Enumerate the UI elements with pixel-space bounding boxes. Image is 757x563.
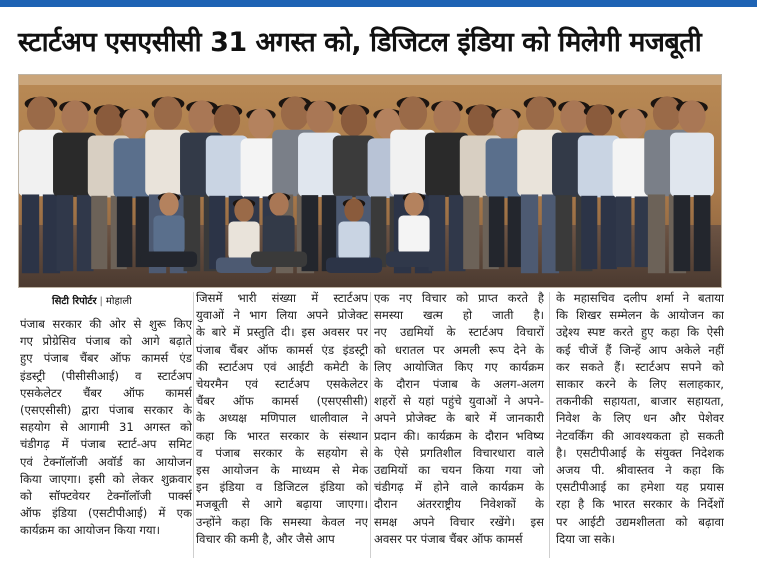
person-leg	[57, 195, 74, 271]
person-head	[468, 104, 494, 136]
article-line: किया जाएगा। इसी को लेकर शुक्रवार	[20, 471, 192, 486]
top-color-bar	[0, 0, 757, 7]
article-line: को सॉफ्टवेयर टेक्नॉलॉजी पार्क्स	[20, 489, 192, 504]
column-divider	[549, 292, 550, 558]
article-line: के महासचिव दलीप शर्मा ने बताया	[556, 291, 724, 305]
article-line: एक नए विचार को प्राप्त करते है	[374, 291, 544, 305]
person-head	[433, 100, 460, 133]
article-line: ऑफ इंडिया (एसटीपीआई) में एक	[20, 506, 192, 521]
article-line: को धरातल पर अमली रूप देने के	[374, 342, 544, 357]
article-line: नेटवर्किंग की आवश्यकता हो सकती	[556, 428, 724, 443]
article-line: चैंबर ऑफ कामर्स (एसएसीसी)	[196, 394, 368, 409]
person-torso	[670, 133, 714, 197]
article-line: कार्यक्रम का आयोजन किया गया।	[20, 523, 161, 538]
dateline-city: मोहाली	[105, 296, 132, 307]
byline	[52, 293, 132, 307]
article-line: उद्देश्य स्पष्ट करते हुए कहा कि ऐसी	[556, 325, 724, 340]
person-leg	[489, 196, 505, 267]
person-head	[586, 104, 612, 136]
person-head	[214, 104, 240, 136]
person-legs	[326, 257, 382, 273]
person-leg	[463, 196, 479, 269]
person-head	[653, 96, 681, 130]
person-head	[248, 108, 273, 139]
article-line: प्रदान की। कार्यक्रम के दौरान भविष्य	[374, 428, 544, 443]
person-torso	[153, 215, 184, 253]
person-head	[159, 192, 178, 215]
column-divider	[193, 292, 194, 558]
column-divider	[370, 292, 371, 558]
article-line: कहा कि भारत सरकार के संस्थान	[196, 428, 368, 443]
article-line: एसकेलेटर चैंबर ऑफ कामर्स	[20, 385, 192, 400]
person-head	[188, 100, 215, 133]
article-line: अपने प्रोजेक्ट के बारे में जानकारी	[374, 411, 544, 426]
article-line: दिया जा सके।	[556, 531, 615, 546]
article-line: उद्यमियों का चयन किया गया जो	[374, 463, 544, 478]
article-line: पर आईटी उद्यमशीलता को बढ़ावा	[556, 514, 724, 529]
person-head	[526, 96, 554, 130]
article-line: एसटीपीआई का हमेशा यह प्रयास	[556, 480, 724, 495]
person-head	[399, 96, 427, 130]
person-head	[234, 198, 253, 221]
article-line: पंजाब सरकार की ओर से शुरू किए	[20, 317, 192, 331]
article-line: व पंजाब सरकार के सहयोग से	[196, 445, 368, 460]
article-line: कई चीजें हैं जिन्हें आप अकेले नहीं	[556, 342, 724, 357]
person-head	[154, 96, 182, 130]
person-leg	[635, 196, 651, 267]
article-line: कि शिखर सम्मेलन के आयोजन का	[556, 308, 724, 323]
article-line: सहयोग से आगामी 31 अगस्त को	[20, 420, 192, 435]
article-line: इस आयोजन के माध्यम से मेक	[196, 463, 368, 478]
article-column-2	[196, 290, 368, 560]
person-head	[121, 108, 146, 139]
article-line: के ऐसे प्रगतिशील विचारधारा वाले	[374, 445, 544, 460]
group-photo	[18, 74, 722, 288]
article-line: रहा है कि भारत सरकार के निर्देशों	[556, 497, 724, 512]
person-leg	[22, 194, 39, 273]
person-leg	[616, 196, 632, 267]
article-line: अजय पी. श्रीवास्तव ने कहा कि	[556, 463, 724, 478]
person-leg	[117, 196, 133, 267]
person-leg	[648, 194, 665, 273]
article-line: चेयरमैन एवं स्टार्टअप एसकेलेटर	[196, 377, 368, 392]
article-line: (एसएसीसी) द्वारा पंजाब सरकार के	[20, 403, 192, 418]
article-line: एवं टेक्नॉलॉजी अवॉर्ड का आयोजन	[20, 454, 192, 469]
article-line: युवाओं ने भाग लिया अपने प्रोजेक्ट	[196, 308, 368, 323]
person-head	[620, 108, 645, 139]
person-head	[281, 96, 309, 130]
person-torso	[398, 215, 429, 253]
article-line: के बारे में प्रस्तुति दी। इस अवसर पर	[196, 325, 368, 340]
person-leg	[581, 196, 597, 269]
article-line: चंडीगढ़ में पंजाब स्टार्ट-अप समिट	[20, 437, 192, 452]
article-line: साकार करने के लिए सलाहकार,	[556, 377, 724, 392]
person-head	[344, 198, 363, 221]
article-line: नए उद्यमियों के स्टार्टअप विचारों	[374, 325, 544, 340]
person-leg	[521, 194, 538, 273]
article-line: इंडस्ट्री (पीसीसीआई) व स्टार्टअप	[20, 368, 192, 383]
person-torso	[263, 215, 294, 253]
byline-separator: |	[99, 296, 103, 307]
person-leg	[556, 195, 573, 271]
article-line: लिए आयोजित किए गए कार्यक्रम	[374, 359, 544, 374]
article-line: उन्होंने कहा कि समस्या केवल नए	[196, 514, 368, 529]
person-head	[560, 100, 587, 133]
person-leg	[91, 196, 107, 269]
article-line: मजबूती से आगे बढ़ाया जाएगा।	[196, 497, 368, 512]
person-leg	[601, 196, 617, 269]
person-leg	[674, 195, 691, 271]
article-line: गए प्रोग्रेसिव पंजाब को आगे बढ़ाते	[20, 334, 192, 349]
article-line: दौरान अंतरराष्ट्रीय निवेशकों के	[374, 497, 544, 512]
group-photo-illustration	[19, 75, 721, 287]
article-line: इन इंडिया व डिजिटल इंडिया को	[196, 480, 368, 495]
person-head	[306, 100, 333, 133]
person-leg	[508, 196, 524, 267]
person-leg	[449, 195, 466, 271]
person-head	[27, 96, 55, 130]
article-line: शहरों से यहां पहुंचे युवाओं ने अपने-	[374, 394, 544, 409]
article-line: पंजाब चैंबर ऑफ कामर्स एंड इंडस्ट्री	[196, 342, 368, 357]
article-line: है। एसटीपीआई के संयुक्त निदेशक	[556, 445, 724, 460]
article-line: समक्ष अपने विचार रखेंगे। इस	[374, 514, 544, 529]
reporter-name: सिटी रिपोर्टर	[52, 296, 97, 307]
person-legs	[251, 251, 307, 267]
person-head	[61, 100, 88, 133]
article-line: तकनीकी सहायता, बाजार सहायता,	[556, 394, 724, 409]
person-leg	[77, 195, 94, 271]
person-head	[678, 100, 705, 133]
article-line: जिसमें भारी संख्या में स्टार्टअप	[196, 291, 368, 305]
person-leg	[371, 196, 387, 267]
person-head	[404, 192, 423, 215]
article-line: विचार की कमी है, और जैसे आप	[196, 531, 335, 546]
article-line: के दौरान पंजाब के अलग-अलग	[374, 377, 544, 392]
article-line: कर सकते हैं। स्टार्टअप सपने को	[556, 359, 724, 374]
person-legs	[386, 251, 442, 267]
article-line: के अध्यक्ष मणिपाल धालीवाल ने	[196, 411, 368, 426]
article-column-1	[20, 316, 192, 556]
article-line: चंडीगढ़ में होने वाले कार्यक्रम के	[374, 480, 544, 495]
article-column-3	[374, 290, 544, 560]
person-head	[341, 104, 367, 136]
article-line: हुए पंजाब चैंबर ऑफ कामर्स एंड	[20, 351, 192, 366]
article-line: अवसर पर पंजाब चैंबर ऑफ कामर्स	[374, 531, 523, 546]
person-head	[493, 108, 518, 139]
person-torso	[338, 221, 369, 259]
person-legs	[141, 251, 197, 267]
article-line: की स्टार्टअप एवं आईटी कमेटी के	[196, 359, 368, 374]
people-group	[19, 96, 714, 273]
person-leg	[694, 195, 711, 271]
person-head	[269, 192, 288, 215]
person-head	[96, 104, 122, 136]
article-line: निवेश के लिए धन और पेशेवर	[556, 411, 724, 426]
article-column-4	[556, 290, 724, 560]
headline: स्टार्टअप एसएसीसी 31 अगस्त को, डिजिटल इंडिया को मिलेगी मजबूती	[18, 27, 702, 58]
article-line: समस्या खत्म हो जाती है।	[374, 308, 544, 323]
